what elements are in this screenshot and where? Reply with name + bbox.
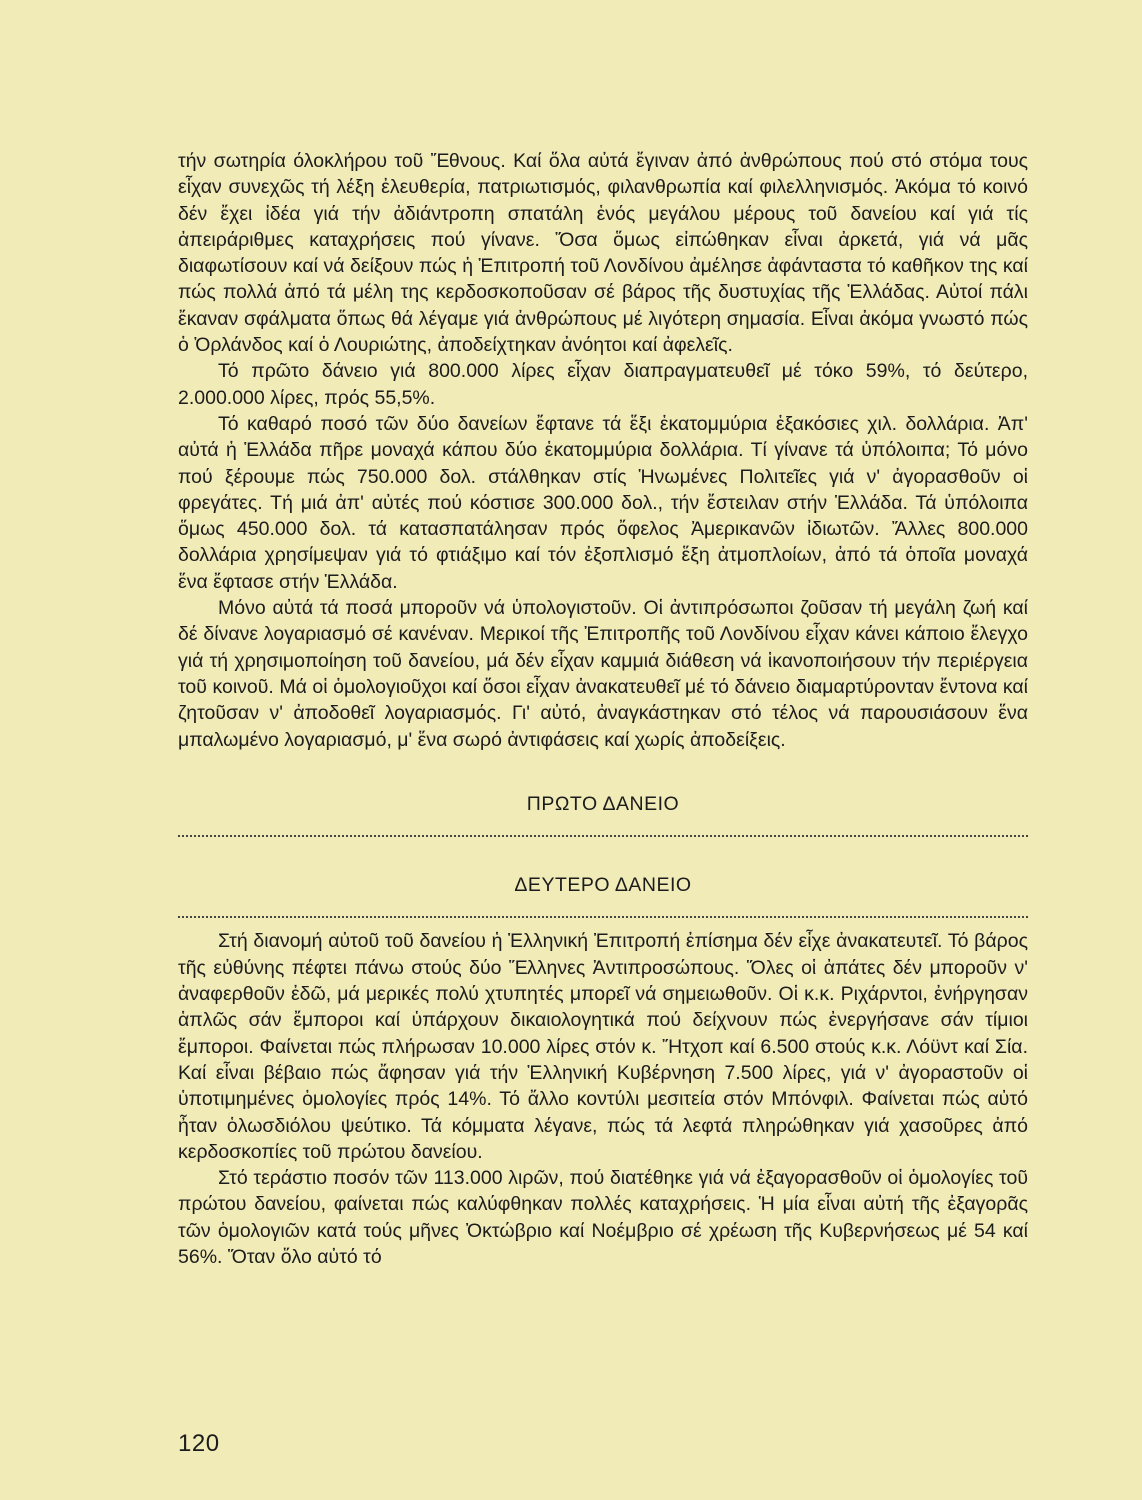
paragraph-loan-terms: Τό πρῶτο δάνειο γιά 800.000 λίρες εἶχαν διαπραγματευθεῖ μέ τόκο 59%, τό δεύτερο, 2.000.000 λίρες, πρός 55,5%. bbox=[178, 360, 1028, 409]
dotted-divider bbox=[178, 835, 1028, 837]
paragraph-distribution: Στή διανομή αὐτοῦ τοῦ δανείου ἡ Ἑλληνική Ἐπιτροπή ἐπίσημα δέν εἶχε ἀνακατευτεῖ. Τό βάρος τῆς εὐθύνης πέφτει πάνω στούς δύο Ἕλληνες Ἀντιπροσώπους. Ὅλες οἱ ἀπάτες δέν μποροῦν ν' ἀναφερθοῦν ἐδῶ, μά μερικές πολύ χτυπητές μπορεῖ νά σημειωθοῦν. Οἱ κ.κ. Ριχάρντοι, ἐνήργησαν ἁπλῶς σάν ἔμποροι καί ὑπάρχουν δικαιολογητικά πού δείχνουν πώς ἐνεργήσανε σάν τίμιοι ἔμποροι. Φαίνεται πώς πλήρωσαν 10.000 λίρες στόν κ. Ἤτχοπ καί 6.500 στούς κ.κ. Λόϋντ καί Σία. Καί εἶναι βέβαιο πώς ἄφησαν γιά τήν Ἑλληνική Κυβέρνηση 7.500 λίρες, γιά ν' ἀγοραστοῦν οἱ ὑποτιμημένες ὁμολογίες πρός 14%. Τό ἄλλο κοντύλι μεσιτεία στόν Μπόνφιλ. Φαίνεται πώς αὐτό ἦταν ὁλωσδιόλου ψεύτικο. Τά κόμματα λέγανε, πώς τά λεφτά πληρώθηκαν γιά χασοῦρες ἀπό κερδοσκοπίες τοῦ πρώτου δανείου. bbox=[178, 930, 1028, 1163]
paragraph-continued: τήν σωτηρία όλοκλήρου τοῦ Ἔθνους. Καί ὅλα αὐτά ἔγιναν ἀπό ἀνθρώπους πού στό στόμα τους εἶχαν συνεχῶς τή λέξη ἐλευθερία, πατριωτισμός, φιλανθρωπία καί φιλελληνισμός. Ἀκόμα τό κοινό δέν ἔχει ἰδέα γιά τήν ἀδιάντροπη σπατάλη ἑνός μεγάλου μέρους τοῦ δανείου καί γιά τίς ἀπειράριθμες καταχρήσεις πού γίνανε. Ὅσα ὅμως εἰπώθηκαν εἶναι ἀρκετά, γιά νά μᾶς διαφωτίσουν καί νά δείξουν πώς ἡ Ἐπιτροπή τοῦ Λονδίνου ἀμέλησε ἀφάνταστα τό καθῆκον της καί πώς πολλά ἀπό τά μέλη της κερδοσκοποῦσαν σέ βάρος τῆς δυστυχίας τῆς Ἑλλάδας. Αὐτοί πάλι ἔκαναν σφάλματα ὅπως θά λέγαμε γιά ἀνθρώπους μέ λιγότερη σημασία. Εἶναι ἀκόμα γνωστό πώς ὁ Ὀρλάνδος καί ὁ Λουριώτης, ἀποδείχτηκαν ἀνόητοι καί ἀφελεῖς. bbox=[178, 150, 1028, 357]
dotted-divider bbox=[178, 916, 1028, 918]
paragraph-net-amount: Τό καθαρό ποσό τῶν δύο δανείων ἔφτανε τά ἕξι ἑκατομμύρια ἑξακόσιες χιλ. δολλάρια. Ἀπ' αὐτά ἡ Ἑλλάδα πῆρε μοναχά κάπου δύο ἑκατομμύρια δολλάρια. Τί γίνανε τά ὑπόλοιπα; Τό μόνο πού ξέρουμε πώς 750.000 δολ. στάλθηκαν στίς Ἡνωμένες Πολιτεῖες γιά ν' ἀγορασθοῦν οἱ φρεγάτες. Τή μιά ἀπ' αὐτές πού κόστισε 300.000 δολ., τήν ἔστειλαν στήν Ἑλλάδα. Τά ὑπόλοιπα ὅμως 450.000 δολ. τά κατασπατάλησαν πρός ὄφελος Ἀμερικανῶν ἰδιωτῶν. Ἄλλες 800.000 δολλάρια χρησίμεψαν γιά τό φτιάξιμο καί τόν ἐξοπλισμό ἕξη ἀτμοπλοίων, ἀπό τά ὁποῖα μοναχά ἕνα ἔφτασε στήν Ἑλλάδα. bbox=[178, 412, 1028, 593]
page-number: 120 bbox=[178, 1430, 220, 1457]
page-body bbox=[178, 148, 1028, 1270]
paragraph-huge-sum: Στό τεράστιο ποσόν τῶν 113.000 λιρῶν, πού διατέθηκε γιά νά ἐξαγορασθοῦν οἱ ὁμολογίες τοῦ πρώτου δανείου, φαίνεται πώς καλύφθηκαν πολλές καταχρήσεις. Ἡ μία εἶναι αὐτή τῆς ἐξαγορᾶς τῶν ὁμολογιῶν κατά τούς μῆνες Ὀκτώβριο καί Νοέμβριο σέ χρέωση τῆς Κυβερνήσεως μέ 54 καί 56%. Ὅταν ὅλο αὐτό τό bbox=[178, 1167, 1028, 1268]
paragraph-accounts: Μόνο αὐτά τά ποσά μποροῦν νά ὑπολογιστοῦν. Οἱ ἀντιπρόσωποι ζοῦσαν τή μεγάλη ζωή καί δέ δίνανε λογαριασμό σέ κανέναν. Μερικοί τῆς Ἐπιτροπῆς τοῦ Λονδίνου εἶχαν κάνει κάποιο ἔλεγχο γιά τή χρησιμοποίηση τοῦ δανείου, μά δέν εἶχαν καμμιά διάθεση νά ἱκανοποιήσουν τήν περιέργεια τοῦ κοινοῦ. Μά οἱ ὁμολογιοῦχοι καί ὅσοι εἶχαν ἀνακατευθεῖ μέ τό δάνειο διαμαρτύρονταν ἔντονα καί ζητοῦσαν ν' ἀποδοθεῖ λογαριασμός. Γι' αὐτό, ἀναγκάστηκαν στό τέλος νά παρουσιάσουν ἕνα μπαλωμένο λογαριασμό, μ' ἕνα σωρό ἀντιφάσεις καί χωρίς ἀποδείξεις. bbox=[178, 597, 1028, 751]
section-heading-first-loan: ΠΡΩΤΟ ΔΑΝΕΙΟ bbox=[526, 792, 680, 815]
section-heading-second-loan: ΔΕΥΤΕΡΟ ΔΑΝΕΙΟ bbox=[514, 874, 692, 897]
